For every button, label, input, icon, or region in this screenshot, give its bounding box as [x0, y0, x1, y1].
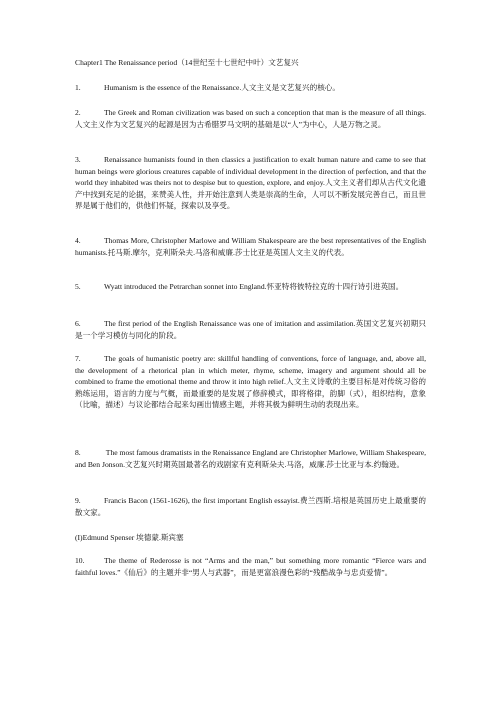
item-text: The most famous dramatists in the Renaissance England are Christopher Marlowe, William Shakespeare, and Ben Jonson.文艺复兴时期英国最著名的戏剧家有克利斯朵夫.马洛，威廉.莎士比亚与本.约翰逊。	[75, 448, 426, 469]
item-text: The goals of humanistic poetry are: skillful handling of conventions, force of language, and, above all, the development of a rhetorical plan in which meter, rhyme, scheme, imagery and argument should all be combined to frame the emotional theme and throw it into high relief.人文主义诗歌的主要目标是对传统习俗的熟练运用，语言的力度与气概，而最重要的是发展了修辞模式，即将格律，韵脚（式），组织结构，意象（比喻，描述）与议论都结合起来勾画出情感主题，并将其极为鲜明生动的表现出来。	[75, 354, 426, 410]
item-number: 8.	[75, 448, 81, 457]
item-text: Wyatt introduced the Petrarchan sonnet into England.怀亚特将彼特拉克的十四行诗引进英国。	[104, 282, 404, 291]
item-number: 3.	[75, 155, 81, 164]
item-number: 7.	[75, 354, 81, 363]
list-item	[75, 495, 426, 518]
item-number: 1.	[75, 83, 81, 92]
list-item	[75, 555, 426, 578]
list-item	[75, 447, 426, 470]
item-text: Francis Bacon (1561-1626), the first important English essayist.费兰西斯.培根是英国历史上最重要的散文家。	[75, 496, 426, 517]
item-number: 10.	[75, 556, 85, 565]
list-item	[75, 235, 426, 258]
item-text: Thomas More, Christopher Marlowe and William Shakespeare are the best representatives of the English humanists.托马斯.摩尔，克利斯朵夫.马洛和威廉.莎士比亚是英国人文主义的代表。	[75, 236, 426, 257]
item-number: 6.	[75, 319, 81, 328]
list-item	[75, 154, 426, 212]
item-text: The Greek and Roman civilization was based on such a conception that man is the measure of all things.人文主义作为文艺复兴的起源是因为古希腊罗马文明的基础是以“人”为中心，人是万物之灵。	[75, 108, 426, 129]
list-item	[75, 318, 426, 341]
list-item	[75, 107, 426, 130]
item-number: 2.	[75, 108, 81, 117]
item-text: The theme of Rederosse is not “Arms and the man,” but something more romantic “Fierce wars and faithful loves.”《仙后》的主题并非“男人与武器”，而是更富浪漫色彩的“残酷战争与忠贞爱情”。	[75, 556, 426, 577]
section-heading: (I)Edmund Spenser 埃德蒙.斯宾塞	[75, 533, 184, 542]
list-item	[75, 353, 426, 411]
item-text: Renaissance humanists found in then classics a justification to exalt human nature and came to see that human beings were glorious creatures capable of individual development in the direction of perfection, and that the world they inhabited was theirs not to despise but to question, explore, and enjoy.人文主义者们却从古代文化遗产中找到充足的论据，来赞美人性，并开始注意到人类是崇高的生命，人可以不断发展完善自己，而且世界是属于他们的，供他们怀疑，探索以及享受。	[75, 155, 426, 211]
item-number: 5.	[75, 282, 81, 291]
item-text: Humanism is the essence of the Renaissance.人文主义是文艺复兴的核心。	[104, 83, 340, 92]
list-item	[75, 82, 426, 94]
item-text: The first period of the English Renaissance was one of imitation and assimilation.英国文艺复兴初期只是一个学习模仿与同化的阶段。	[75, 319, 426, 340]
item-number: 4.	[75, 236, 81, 245]
page-title: Chapter1 The Renaissance period（14世纪至十七世纪中叶）文艺复兴	[75, 58, 299, 67]
item-number: 9.	[75, 496, 81, 505]
list-item	[75, 281, 426, 293]
